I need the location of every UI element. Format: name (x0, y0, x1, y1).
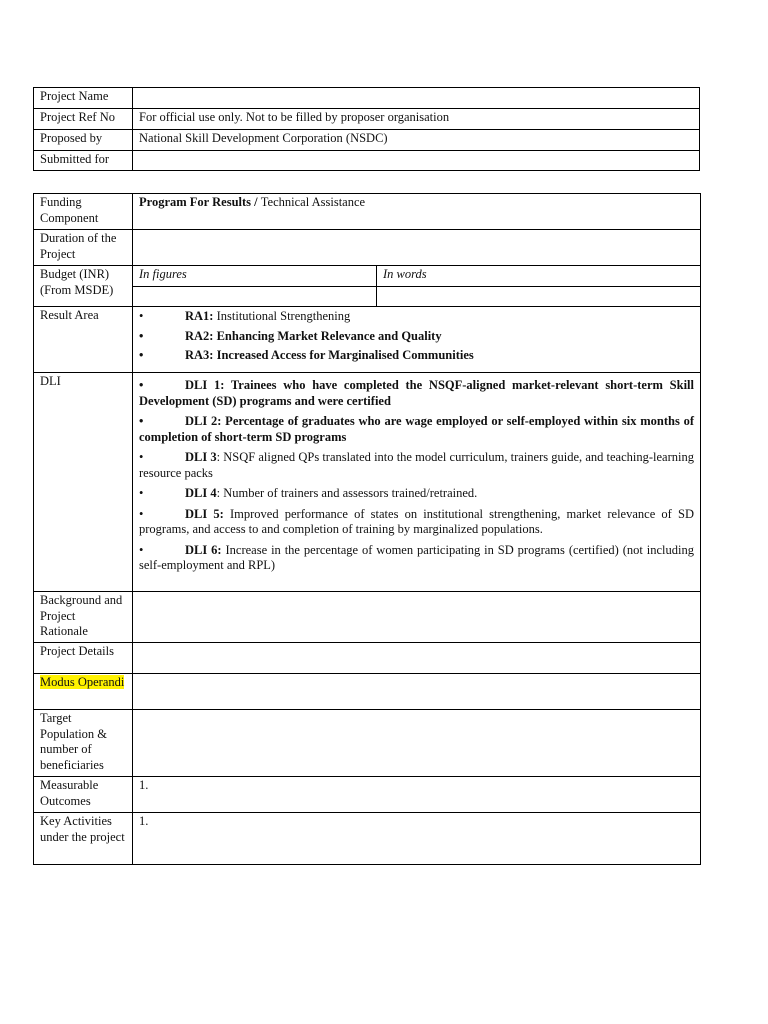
duration-value[interactable] (133, 230, 701, 266)
bullet-icon: • (139, 348, 144, 362)
funding-value-bold: Program For Results (139, 195, 252, 209)
budget-figures-input[interactable] (133, 287, 377, 307)
result-area-row (34, 307, 701, 373)
dli-code: DLI 5: (185, 506, 224, 521)
dli-text: : Number of trainers and assessors trained/retrained. (216, 486, 478, 500)
project-name-label: Project Name (34, 88, 133, 109)
project-ref-row (34, 109, 700, 130)
duration-row (34, 230, 701, 266)
budget-figures-label: In figures (133, 266, 377, 287)
funding-value-separator: / (251, 195, 261, 209)
funding-row (34, 194, 701, 230)
budget-values-row (34, 287, 701, 307)
background-label: Background and Project Rationale (34, 592, 133, 643)
dli-item (139, 486, 694, 502)
budget-row (34, 266, 701, 287)
proposal-details-table (33, 193, 701, 865)
budget-label: Budget (INR) (From MSDE) (34, 266, 133, 307)
result-area-text: Enhancing Market Relevance and Quality (213, 328, 442, 343)
result-area-code: RA2: (185, 328, 214, 343)
result-area-code: RA3: (185, 348, 214, 362)
result-area-item (139, 348, 694, 364)
modus-operandi-label-cell (34, 674, 133, 710)
measurable-outcomes-value[interactable]: 1. (133, 777, 701, 813)
funding-value[interactable] (133, 194, 701, 230)
result-area-code: RA1: (185, 309, 214, 323)
result-area-list (133, 307, 701, 373)
result-area-text: Institutional Strengthening (213, 309, 351, 323)
modus-operandi-label: Modus Operandi (40, 675, 125, 689)
project-details-label: Project Details (34, 643, 133, 674)
dli-item (139, 450, 694, 481)
budget-words-input[interactable] (377, 287, 701, 307)
dli-code: DLI 6: (185, 542, 222, 557)
funding-value-rest: Technical Assistance (260, 195, 366, 209)
dli-text: : NSQF aligned QPs translated into the model curriculum, trainers guide, and teaching-learning resource packs (139, 450, 694, 480)
dli-text: Increase in the percentage of women participating in SD programs (certified) (not including self-employment and RPL) (139, 542, 694, 572)
dli-code: DLI 4 (185, 486, 217, 500)
project-name-row (34, 88, 700, 109)
bullet-icon: • (139, 414, 144, 428)
dli-item (139, 414, 694, 445)
result-area-item (139, 309, 694, 325)
duration-label: Duration of the Project (34, 230, 133, 266)
bullet-icon: • (139, 328, 144, 343)
dli-code: DLI 1: (185, 378, 225, 392)
bullet-icon: • (139, 506, 144, 521)
bullet-icon: • (139, 450, 144, 464)
dli-item (139, 543, 694, 574)
key-activities-row (34, 813, 701, 865)
submitted-for-row (34, 151, 700, 171)
modus-operandi-value[interactable] (133, 674, 701, 710)
project-details-value[interactable] (133, 643, 701, 674)
key-activities-label: Key Activities under the project (34, 813, 133, 865)
dli-text: Improved performance of states on institutional strengthening, market relevance of SD programs, and access to and completion of training by marginalized populations. (139, 506, 694, 536)
submitted-for-value[interactable] (133, 151, 700, 171)
dli-text: Trainees who have completed the NSQF-aligned market-relevant short-term Skill Development (SD) programs and were certified (139, 378, 694, 408)
target-population-label: Target Population & number of beneficiaries (34, 710, 133, 777)
dli-row (34, 373, 701, 592)
background-value[interactable] (133, 592, 701, 643)
funding-label: Funding Component (34, 194, 133, 230)
bullet-icon: • (139, 486, 144, 500)
project-name-value[interactable] (133, 88, 700, 109)
dli-item (139, 378, 694, 409)
dli-label: DLI (34, 373, 133, 592)
project-ref-label: Project Ref No (34, 109, 133, 130)
target-population-value[interactable] (133, 710, 701, 777)
dli-code: DLI 3 (185, 450, 217, 464)
project-info-table (33, 87, 700, 171)
result-area-item (139, 329, 694, 345)
key-activities-value[interactable]: 1. (133, 813, 701, 865)
measurable-outcomes-label: Measurable Outcomes (34, 777, 133, 813)
proposed-by-value[interactable]: National Skill Development Corporation (NSDC) (133, 130, 700, 151)
proposed-by-row (34, 130, 700, 151)
bullet-icon: • (139, 309, 144, 323)
measurable-outcomes-row (34, 777, 701, 813)
result-area-text: Increased Access for Marginalised Communities (213, 348, 474, 362)
project-ref-value: For official use only. Not to be filled by proposer organisation (133, 109, 700, 130)
dli-text: : Percentage of graduates who are wage employed or self-employed within six months of completion of short-term SD programs (139, 414, 694, 444)
background-row (34, 592, 701, 643)
dli-list (133, 373, 701, 592)
dli-item (139, 507, 694, 538)
bullet-icon: • (139, 542, 144, 557)
submitted-for-label: Submitted for (34, 151, 133, 171)
target-population-row (34, 710, 701, 777)
proposed-by-label: Proposed by (34, 130, 133, 151)
budget-words-label: In words (377, 266, 701, 287)
dli-code: DLI 2 (185, 414, 218, 428)
modus-operandi-row (34, 674, 701, 710)
result-area-label: Result Area (34, 307, 133, 373)
bullet-icon: • (139, 378, 144, 392)
project-details-row (34, 643, 701, 674)
